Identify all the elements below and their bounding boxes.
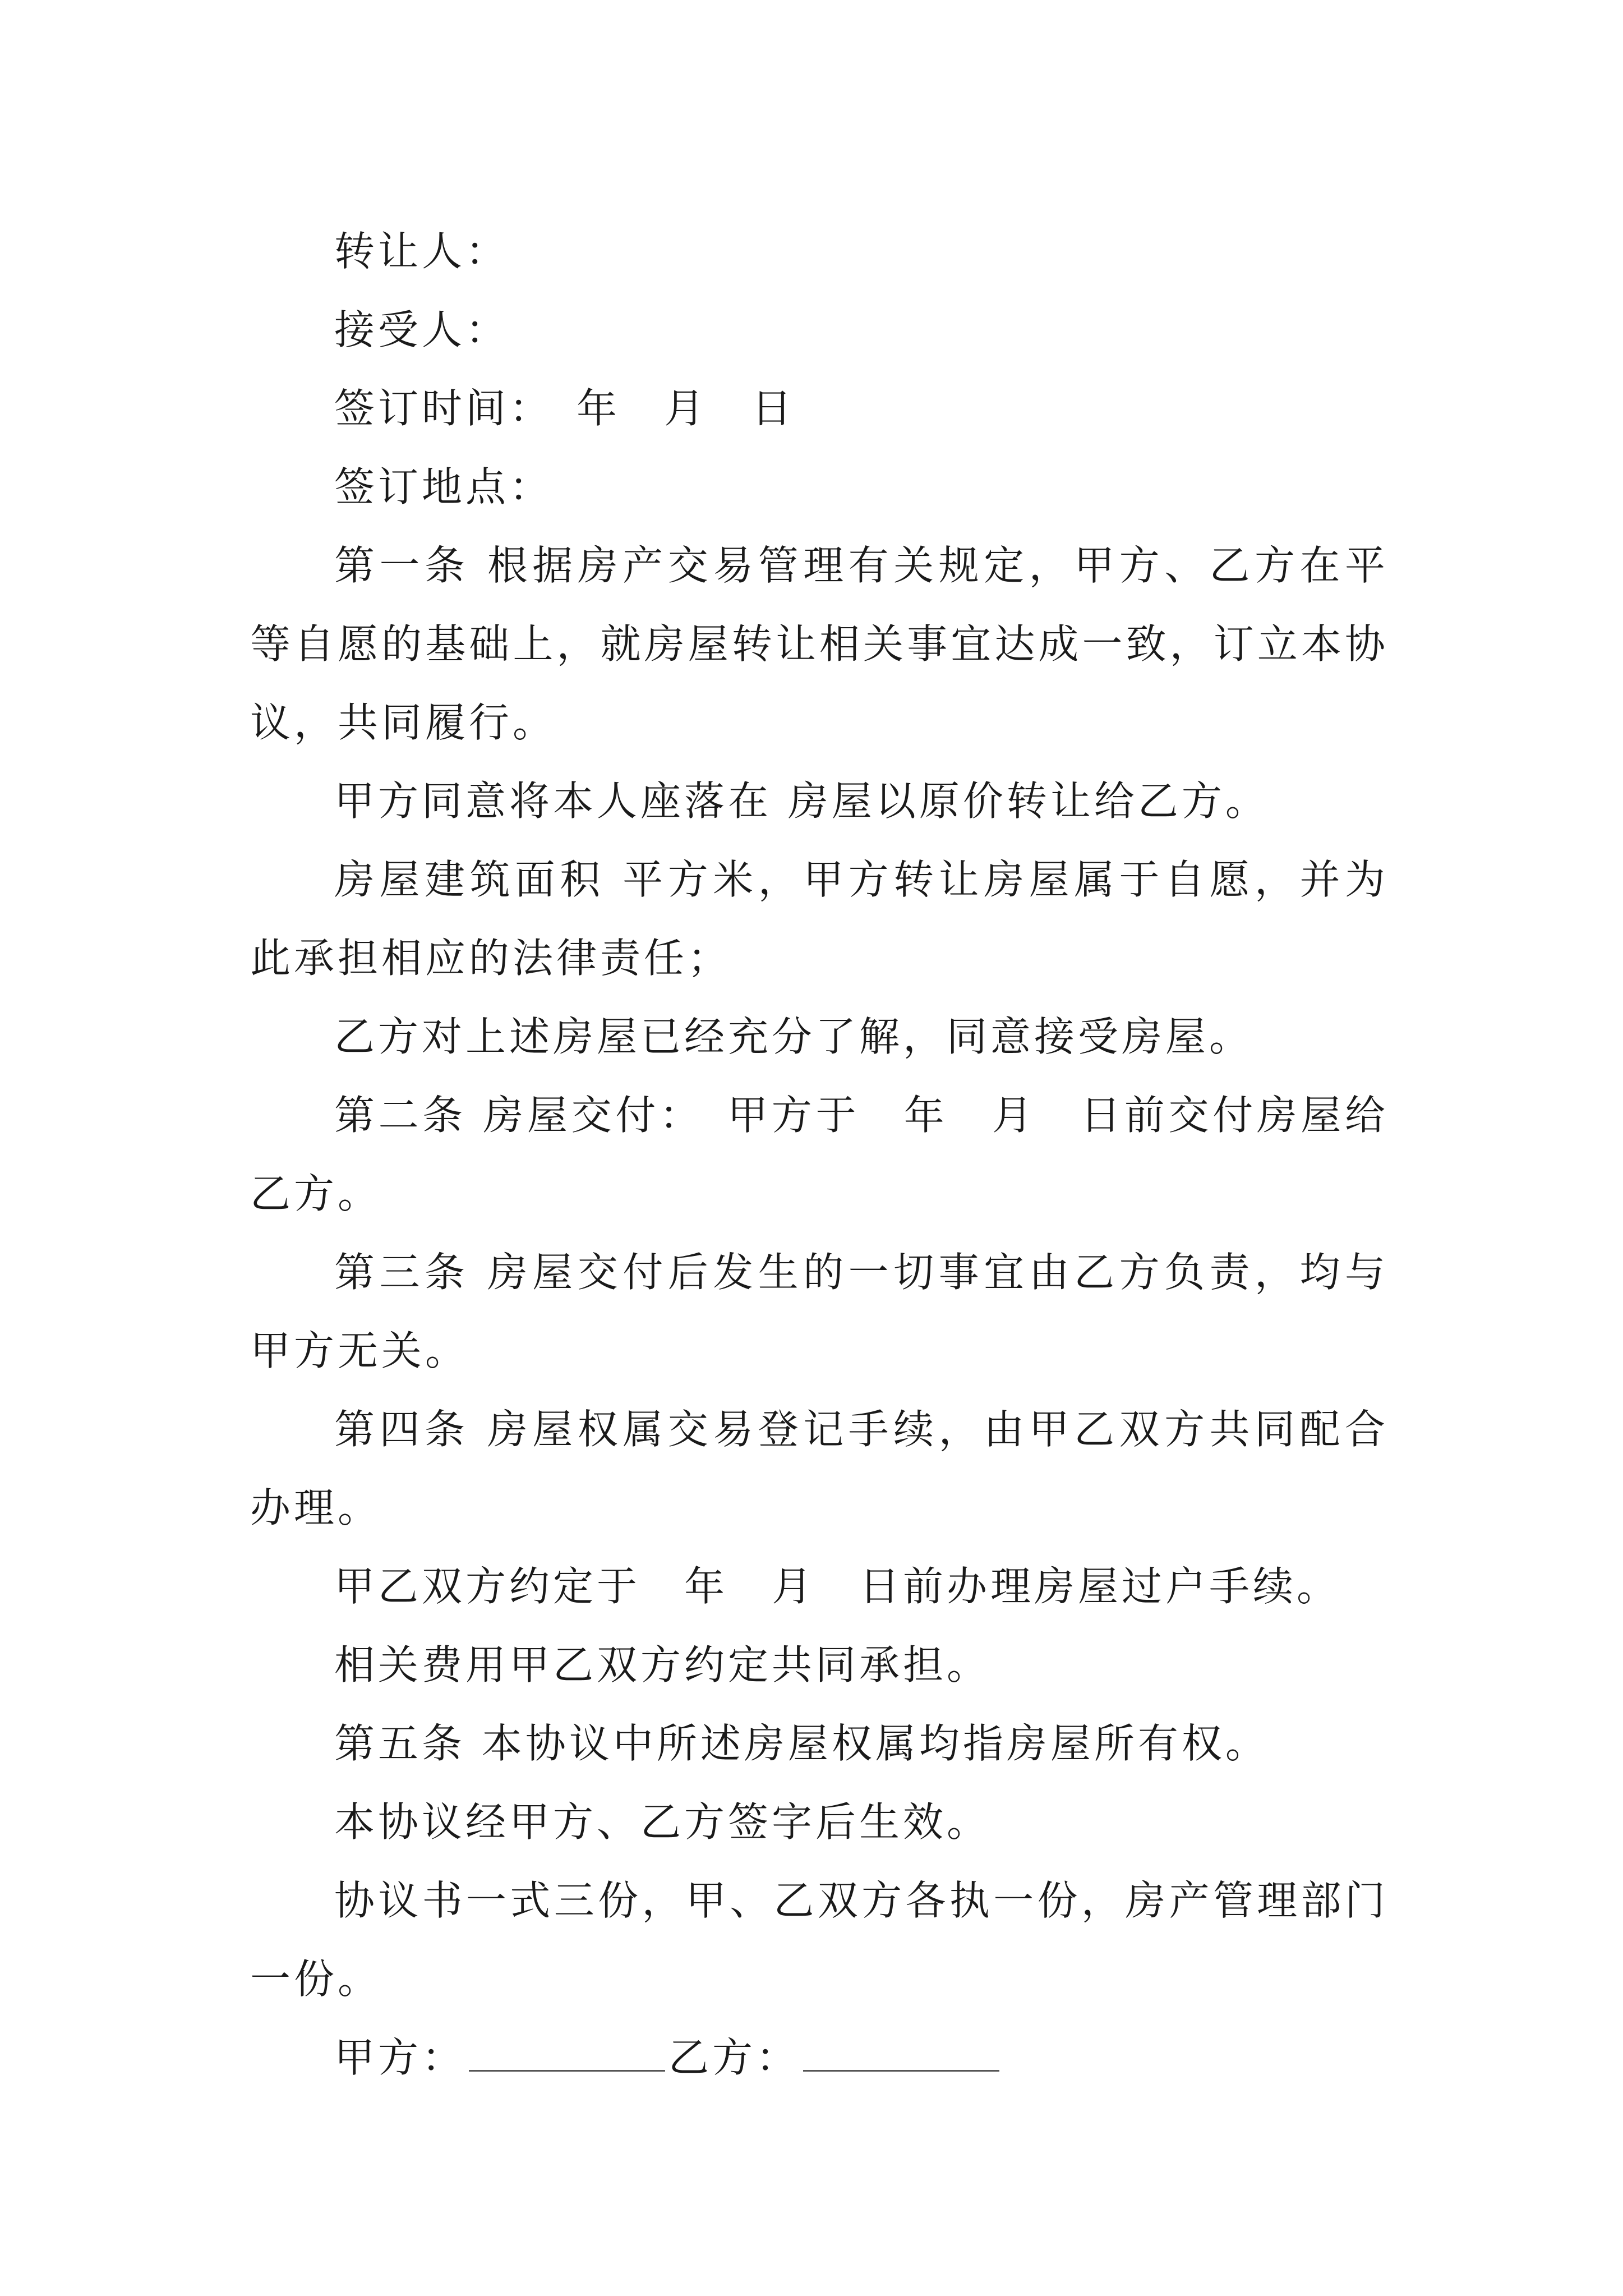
clause-1-acceptance: 乙方对上述房屋已经充分了解，同意接受房屋。 <box>334 1013 1253 1060</box>
clause-4-fees: 相关费用甲乙双方约定共同承担。 <box>334 1641 991 1688</box>
clause-2: 第二条 房屋交付： 甲方于 年 月 日前交付房屋给乙方。 <box>250 1092 1389 1217</box>
party-a-signature-line <box>469 2036 665 2072</box>
sign-place-line: 签订地点： <box>334 463 554 510</box>
clause-1: 第一条 根据房产交易管理有关规定，甲方、乙方在平等自愿的基础上，就房屋转让相关事宜达成一致，订立本协议，共同履行。 <box>250 542 1389 746</box>
transferor-line: 转让人： <box>334 228 510 275</box>
party-a-label: 甲方： <box>334 2034 466 2081</box>
clause-3: 第三条 房屋交付后发生的一切事宜由乙方负责，均与甲方无关。 <box>250 1249 1389 1374</box>
clause-5: 第五条 本协议中所述房屋权属均指房屋所有权。 <box>334 1720 1269 1767</box>
party-b-signature-line <box>803 2036 999 2072</box>
party-b-label: 乙方： <box>668 2034 800 2081</box>
clause-1-area: 房屋建筑面积 平方米，甲方转让房屋属于自愿，并为此承担相应的法律责任； <box>250 856 1389 982</box>
clause-4: 第四条 房屋权属交易登记手续，由甲乙双方共同配合办理。 <box>250 1406 1389 1531</box>
agreement-body <box>250 212 1389 2097</box>
clause-4-transfer-date: 甲乙双方约定于 年 月 日前办理房屋过户手续。 <box>334 1563 1341 1610</box>
transferee-line: 接受人： <box>334 306 510 353</box>
copies-clause: 协议书一式三份，甲、乙双方各执一份，房产管理部门一份。 <box>250 1877 1389 2003</box>
clause-1-location: 甲方同意将本人座落在 房屋以原价转让给乙方。 <box>334 777 1269 825</box>
effective-clause: 本协议经甲方、乙方签字后生效。 <box>334 1798 991 1846</box>
signature-row <box>250 2018 1389 2097</box>
sign-date-line: 签订时间： 年 月 日 <box>334 385 796 432</box>
